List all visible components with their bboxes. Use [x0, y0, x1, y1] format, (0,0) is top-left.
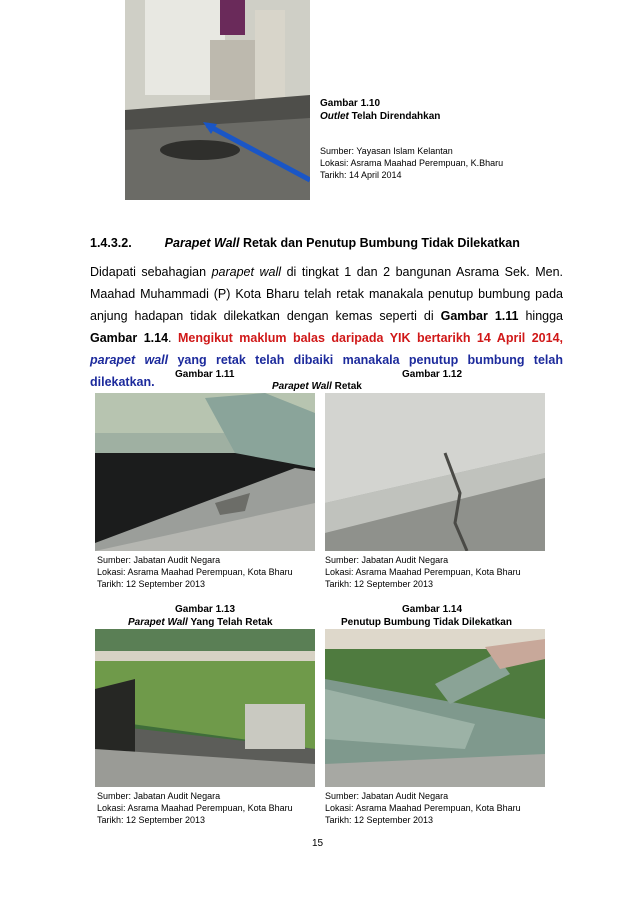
- fig110-date: Tarikh: 14 April 2014: [320, 170, 402, 180]
- fig112-title: Gambar 1.12: [402, 369, 463, 380]
- fig114-location: Lokasi: Asrama Maahad Perempuan, Kota Bharu: [325, 803, 521, 813]
- fig111-date: Tarikh: 12 September 2013: [97, 579, 206, 589]
- fig114-subtitle: Penutup Bumbung Tidak Dilekatkan: [341, 617, 512, 628]
- fig114-title: Gambar 1.14: [402, 604, 463, 615]
- photo-gambar-1-12: [325, 393, 545, 551]
- photo-gambar-1-11: [95, 393, 315, 551]
- fig111-source: Sumber: Jabatan Audit Negara: [97, 555, 221, 565]
- page-number: 15: [312, 838, 324, 849]
- pair-caption: Parapet Wall Retak: [272, 381, 362, 392]
- fig110-title: Gambar 1.10: [320, 98, 381, 109]
- fig111-title: Gambar 1.11: [175, 369, 235, 380]
- fig110-source: Sumber: Yayasan Islam Kelantan: [320, 146, 453, 156]
- section-heading: 1.4.3.2. Parapet Wall Retak dan Penutup Bumbung Tidak Dilekatkan: [90, 236, 520, 250]
- fig113-subtitle: Parapet Wall Yang Telah Retak: [128, 617, 273, 628]
- fig113-source: Sumber: Jabatan Audit Negara: [97, 791, 221, 801]
- fig112-location: Lokasi: Asrama Maahad Perempuan, Kota Bharu: [325, 567, 521, 577]
- fig114-date: Tarikh: 12 September 2013: [325, 815, 434, 825]
- fig112-date: Tarikh: 12 September 2013: [325, 579, 434, 589]
- photo-gambar-1-13: [95, 629, 315, 787]
- fig113-date: Tarikh: 12 September 2013: [97, 815, 206, 825]
- fig113-location: Lokasi: Asrama Maahad Perempuan, Kota Bharu: [97, 803, 293, 813]
- photo-gambar-1-14: [325, 629, 545, 787]
- response-blue-text: parapet wall yang retak telah dibaiki manakala penutup bumbung telah dilekatkan.: [90, 353, 563, 389]
- response-red-text: Mengikut maklum balas daripada YIK bertarikh 14 April 2014,: [177, 331, 563, 345]
- section-number: 1.4.3.2.: [90, 236, 132, 250]
- fig111-location: Lokasi: Asrama Maahad Perempuan, Kota Bharu: [97, 567, 293, 577]
- body-paragraph: Didapati sebahagian parapet wall di tingkat 1 dan 2 bangunan Asrama Sek. Men. Maahad Muhammadi (P) Kota Bharu telah retak manakala penutup bumbung pada anjung hadapan tidak dilekatkan dengan kemas seperti di Gambar 1.11 hingga Gambar 1.14. Mengikut maklum balas daripada YIK bertarikh 14 April 2014, parapet wall yang retak telah dibaiki manakala penutup bumbung telah dilekatkan.: [90, 265, 563, 389]
- photo-gambar-1-10: [125, 0, 310, 200]
- fig110-subtitle: Outlet Telah Direndahkan: [320, 111, 441, 122]
- fig113-title: Gambar 1.13: [175, 604, 236, 615]
- fig110-location: Lokasi: Asrama Maahad Perempuan, K.Bharu: [320, 158, 504, 168]
- fig112-source: Sumber: Jabatan Audit Negara: [325, 555, 449, 565]
- fig114-source: Sumber: Jabatan Audit Negara: [325, 791, 449, 801]
